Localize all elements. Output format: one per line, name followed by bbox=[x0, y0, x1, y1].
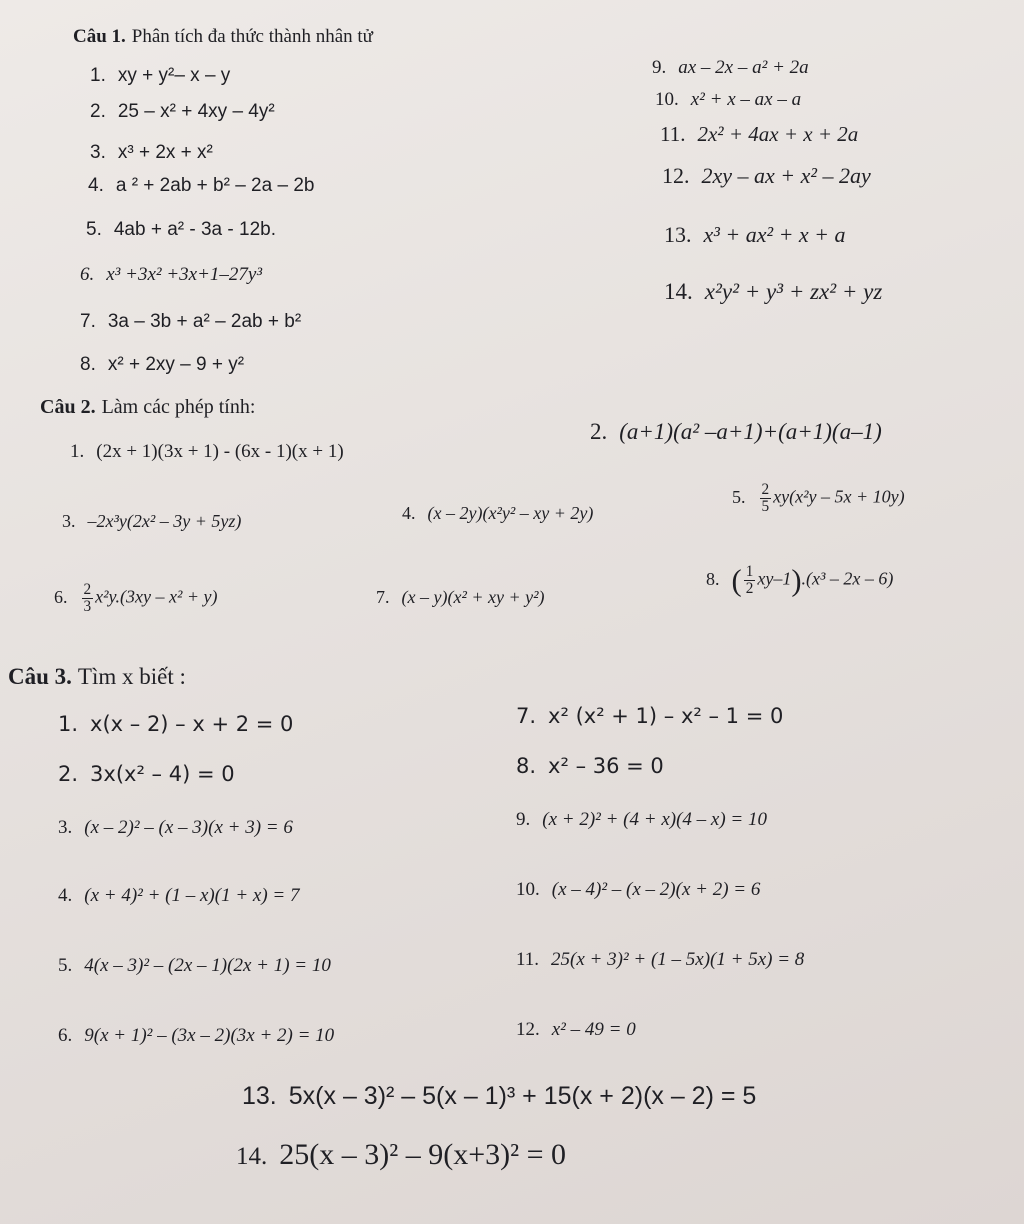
cau2-label: Câu 2. bbox=[40, 396, 96, 418]
item-expression: x³ +3x² +3x+1–27y³ bbox=[106, 264, 263, 285]
cau2-item-1 bbox=[70, 442, 344, 461]
item-number: 8. bbox=[80, 354, 96, 375]
item-expression: (x – 2y)(x²y² – xy + 2y) bbox=[427, 503, 594, 523]
item-number: 3. bbox=[62, 511, 76, 531]
fraction-denominator: 2 bbox=[745, 580, 754, 598]
item-expression: (a+1)(a² –a+1)+(a+1)(a–1) bbox=[619, 419, 882, 444]
item-expression: –2x³y(2x² – 3y + 5yz) bbox=[87, 511, 242, 531]
item-expression: (2x + 1)(3x + 1) - (6x - 1)(x + 1) bbox=[96, 441, 344, 462]
item-number: 1. bbox=[58, 712, 79, 736]
cau1-item-5 bbox=[86, 220, 276, 239]
item-expression: x(x – 2) – x + 2 = 0 bbox=[90, 712, 294, 736]
item-number: 13. bbox=[242, 1082, 277, 1110]
item-number: 10. bbox=[516, 879, 540, 900]
cau1-item-4 bbox=[88, 176, 314, 195]
cau3-heading bbox=[8, 664, 186, 690]
item-number: 9. bbox=[516, 809, 531, 830]
cau2-item-5 bbox=[732, 482, 905, 515]
cau3-item-12 bbox=[516, 1020, 636, 1039]
item-expression: x²y² + y³ + zx² + yz bbox=[704, 279, 883, 304]
cau1-label: Câu 1. bbox=[73, 26, 126, 47]
item-expression: (x – y)(x² + xy + y²) bbox=[401, 587, 545, 607]
fraction bbox=[82, 582, 94, 615]
fraction-denominator: 3 bbox=[83, 598, 92, 616]
fraction bbox=[760, 482, 772, 515]
item-number: 11. bbox=[516, 949, 540, 970]
item-expression: 25(x – 3)² – 9(x+3)² = 0 bbox=[279, 1138, 567, 1171]
item-number: 8. bbox=[706, 568, 720, 589]
cau3-title: Tìm x biết : bbox=[77, 664, 186, 689]
item-number: 10. bbox=[655, 89, 679, 110]
item-expression: 9(x + 1)² – (3x – 2)(3x + 2) = 10 bbox=[84, 1025, 335, 1046]
item-number: 5. bbox=[732, 486, 746, 507]
item-number: 12. bbox=[662, 163, 690, 188]
item-number: 12. bbox=[516, 1019, 540, 1040]
item-expression: x³ + ax² + x + a bbox=[703, 222, 846, 247]
cau1-item-6 bbox=[80, 265, 262, 284]
item-number: 2. bbox=[58, 762, 79, 786]
item-expression: ax – 2x – a² + 2a bbox=[678, 57, 809, 78]
cau3-label: Câu 3. bbox=[8, 664, 72, 689]
cau1-heading bbox=[73, 26, 373, 48]
item-number: 6. bbox=[58, 1025, 73, 1046]
item-expression: x³ + 2x + x² bbox=[117, 142, 213, 163]
item-expression-inner: xy–1 bbox=[757, 568, 792, 589]
item-number: 4. bbox=[88, 175, 104, 196]
item-number: 11. bbox=[660, 122, 686, 146]
cau1-title: Phân tích đa thức thành nhân tử bbox=[131, 26, 373, 47]
item-number: 1. bbox=[90, 65, 106, 86]
item-number: 3. bbox=[90, 142, 106, 163]
cau2-heading bbox=[40, 396, 255, 419]
item-number: 5. bbox=[86, 219, 102, 240]
cau3-item-4 bbox=[58, 886, 300, 905]
item-number: 7. bbox=[80, 311, 96, 332]
cau2-item-3 bbox=[62, 512, 241, 530]
item-number: 9. bbox=[652, 57, 667, 78]
cau3-item-5 bbox=[58, 956, 331, 975]
item-expression: x² + x – ax – a bbox=[690, 89, 802, 110]
cau1-item-11 bbox=[660, 124, 858, 145]
cau2-item-7 bbox=[376, 588, 545, 606]
item-expression: x² – 49 = 0 bbox=[551, 1019, 636, 1040]
item-expression: 4(x – 3)² – (2x – 1)(2x + 1) = 10 bbox=[84, 955, 331, 976]
item-expression: 2xy – ax + x² – 2ay bbox=[701, 163, 871, 188]
item-expression: 25 – x² + 4xy – 4y² bbox=[117, 101, 275, 122]
item-number: 4. bbox=[58, 885, 73, 906]
item-number: 5. bbox=[58, 955, 73, 976]
item-number: 3. bbox=[58, 817, 73, 838]
item-expression: (x – 4)² – (x – 2)(x + 2) = 6 bbox=[551, 879, 761, 900]
item-expression: 5x(x – 3)² – 5(x – 1)³ + 15(x + 2)(x – 2) = 5 bbox=[288, 1082, 757, 1110]
item-expression: 4ab + a² - 3a - 12b. bbox=[113, 219, 276, 240]
cau2-title: Làm các phép tính: bbox=[101, 396, 256, 418]
item-number: 1. bbox=[70, 441, 85, 462]
cau1-item-3 bbox=[90, 143, 213, 162]
cau2-item-4 bbox=[402, 504, 593, 522]
item-expression: 25(x + 3)² + (1 – 5x)(1 + 5x) = 8 bbox=[551, 949, 805, 970]
item-expression: (x – 2)² – (x – 3)(x + 3) = 6 bbox=[84, 817, 293, 838]
item-number: 7. bbox=[376, 587, 390, 607]
fraction-numerator: 2 bbox=[761, 481, 770, 498]
fraction-numerator: 1 bbox=[745, 563, 754, 580]
item-expression: (x + 2)² + (4 + x)(4 – x) = 10 bbox=[542, 809, 767, 830]
cau1-item-14 bbox=[664, 280, 882, 303]
item-expression: x² + 2xy – 9 + y² bbox=[107, 354, 245, 375]
item-expression: x² – 36 = 0 bbox=[548, 754, 664, 778]
cau3-item-3 bbox=[58, 818, 293, 837]
item-number: 14. bbox=[236, 1143, 268, 1170]
item-number: 8. bbox=[516, 754, 537, 778]
item-expression: 3x(x² – 4) = 0 bbox=[90, 762, 235, 786]
item-expression: x²y.(3xy – x² + y) bbox=[95, 586, 218, 607]
item-number: 14. bbox=[664, 279, 693, 304]
cau3-item-2 bbox=[58, 764, 235, 785]
cau1-item-1 bbox=[90, 66, 230, 85]
cau3-item-11 bbox=[516, 950, 804, 969]
item-number: 13. bbox=[664, 222, 692, 247]
fraction-numerator: 2 bbox=[83, 581, 92, 598]
cau1-item-10 bbox=[655, 90, 801, 109]
item-number: 7. bbox=[516, 704, 537, 728]
cau3-item-13 bbox=[242, 1084, 756, 1109]
cau3-item-9 bbox=[516, 810, 767, 829]
item-expression: xy(x²y – 5x + 10y) bbox=[773, 486, 905, 507]
item-expression: x² (x² + 1) – x² – 1 = 0 bbox=[548, 704, 784, 728]
cau3-item-10 bbox=[516, 880, 760, 899]
cau1-item-8 bbox=[80, 355, 244, 374]
cau1-item-9 bbox=[652, 58, 809, 77]
cau3-item-14 bbox=[236, 1140, 566, 1170]
item-number: 4. bbox=[402, 503, 416, 523]
cau2-item-8: 8. ( $\frac{1}{2}$ xy–1).(x³ – 2x – 6) bbox=[706, 563, 894, 598]
cau1-item-12 bbox=[662, 165, 871, 187]
cau1-item-13 bbox=[664, 224, 846, 246]
item-expression: 3a – 3b + a² – 2ab + b² bbox=[107, 311, 302, 332]
item-expression: a ² + 2ab + b² – 2a – 2b bbox=[115, 175, 315, 196]
cau3-item-7 bbox=[516, 706, 783, 727]
fraction bbox=[744, 564, 756, 597]
item-expression: 2x² + 4ax + x + 2a bbox=[697, 122, 859, 146]
item-number: 2. bbox=[590, 419, 608, 444]
cau3-item-6 bbox=[58, 1026, 334, 1045]
cau2-item-2 bbox=[590, 420, 882, 443]
cau3-item-1 bbox=[58, 714, 293, 735]
item-number: 6. bbox=[54, 586, 68, 607]
cau1-item-7 bbox=[80, 312, 301, 331]
item-expression: .(x³ – 2x – 6) bbox=[801, 568, 894, 589]
fraction-denominator: 5 bbox=[761, 498, 770, 516]
item-expression: xy + y²– x – y bbox=[117, 65, 231, 86]
item-number: 2. bbox=[90, 101, 106, 122]
cau1-item-2 bbox=[90, 102, 275, 121]
item-number: 6. bbox=[80, 264, 95, 285]
cau3-item-8 bbox=[516, 756, 664, 777]
cau2-item-6 bbox=[54, 582, 218, 615]
item-expression: (x + 4)² + (1 – x)(1 + x) = 7 bbox=[84, 885, 300, 906]
